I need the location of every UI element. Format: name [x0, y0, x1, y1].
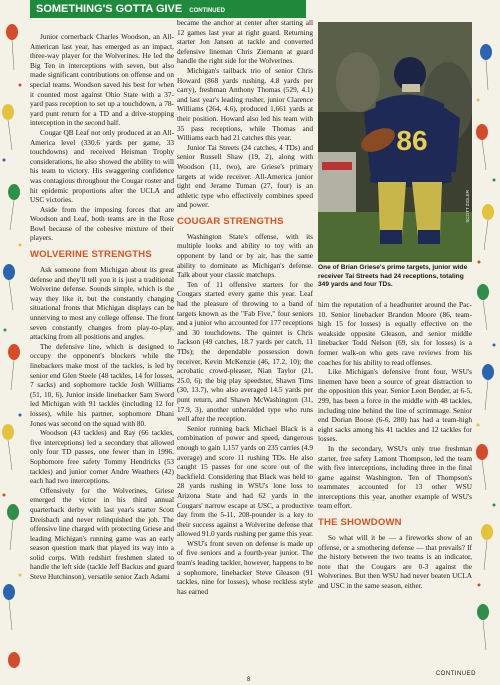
paragraph: Ten of 11 offensive starters for the Cougars started every game this year. Leaf had the pleasure of throwing to a band of targets known as the "Fab Five," four seniors and a junior who accounted for 177 receptions and 30 touchdowns. The quintet is Chris Jackson (49 catches, 18.7 yards per catch, 11 TDs); the dependable possession down receiver, Kevin McKenzie (46, 17.2, 10); the acrobatic crowd-pleaser, Nian Taylor (21, 25.0, 6); the big play speedster, Shawn Tims (30, 13.7), who also averaged 14.5 yards per punt return, and Shawn McWashington (31, 17.9, 3), another unheralded type who runs well after the reception. [177, 279, 313, 424]
section-heading-cougar-strengths: COUGAR STRENGTHS [177, 215, 284, 227]
continued-label: CONTINUED [435, 671, 476, 677]
paragraph: Cougar QB Leaf not only produced at an All-America level (330.6 yards per game, 33 touchdowns) and received Heisman Trophy considerations, he also showed the ability to will his team to victory. His swaggering confidence was contagious throughout the Cougar roster and hit epidemic proportions after the UCLA and USC victories. [30, 127, 174, 205]
paragraph: Woodson (43 tackles) and Ray (66 tackles, five interceptions) led a secondary that allowed only four TD passes, one fewer than in 1996. Sophomore free safety Tommy Hendricks (53 tackles) and junior corner Andre Weathers (42) each had two interceptions. [30, 428, 174, 486]
page-number: 8 [247, 677, 251, 683]
section-heading-the-showdown: THE SHOWDOWN [318, 517, 402, 529]
column-1 [30, 32, 174, 672]
paragraph: Ask someone from Michigan about its great defense and they'll tell you it is just a traditional Wolverine defense. Sounds simple, which is the way they like it, but the constantly changing situational fronts that Michigan displays can be unnerving to most any college offense. The front seven constantly changes from play-to-play, attacking from all positions and angles. [30, 265, 174, 342]
paragraph: Like Michigan's defensive front four, WSU's linemen have been a source of great distraction to the opposition this year. Senior Leon Bender, at 6-5, 299, has been a force in the middle with 48 tackles, including nine behind the line of scrimmage. Senior end Dorian Boose (6-6, 280) has had a team-high eight sacks among his 41 tackles and 12 tackles for losses. [318, 367, 472, 444]
photo-illustration [318, 22, 472, 262]
paragraph: WSU's front seven on defense is made up of five seniors and a fourth-year junior. The team's leading tackler, however, happens to be a sophomore, linebacker Steve Gleason (91 tackles, nine for losses), whose reckless style has earned [177, 538, 313, 596]
header-title: SOMETHING'S GOTTA GIVE [36, 3, 183, 15]
paragraph: Junior cornerback Charles Woodson, an All-American last year, has emerged as an impact, three-way player for the Wolverines. He led the Big Ten in interceptions with seven, but also made significant contributions on offense and on special teams. Woodson saved his best for when it counted most against Ohio State with a 37-yard pass reception to set up a touchdown, a 78-yard punt return for a TD and a drive-stopping interception in the second half. [30, 32, 174, 128]
header-continued: CONTINUED [189, 8, 225, 14]
paragraph: The defensive line, which is designed to occupy the opponent's blockers while the linebackers make most of the tackles, is led by senior end Glen Steele (48 tackles, 14 for losses, 7 sacks) and sophomore tackle Josh Williams (51, 10, 6). Junior inside linebacker Sam Sword led Michigan with 91 tackles (including 12 for losses), while his partner, sophomore Dhani Jones was second on the squad with 80. [30, 341, 174, 428]
section-heading-wolverine-strengths: WOLVERINE STRENGTHS [30, 249, 152, 261]
paragraph: Junior Tai Streets (24 catches, 4 TDs) and senior Russell Shaw (19, 2), along with Woodson (11, two), are Griese's primary targets at wide receiver. All-America junior tight end Jerame Tuman (27, four) is an athletic type who effectively combines speed and power. [177, 142, 313, 210]
jersey-number: 86 [396, 125, 428, 156]
balloon-border-right [474, 0, 500, 685]
paragraph: Senior running back Michael Black is a combination of power and speed, dangerous enough to gain 1,157 yards on 235 carries (4.9 average) and score 11 rushing TDs. He also caught 15 passes for one score out of the backfield. Considering that Black was held to 28 yards rushing in WSU's lone loss to Arizona State and had 62 yards in the Cougars' narrow escape at USC, a productive day from the 5-11, 208-pounder is a key to their success against a Wolverine defense that allowed 91.0 yards rushing per game this year. [177, 423, 313, 539]
paragraph: became the anchor at center after starting all 12 games last year at right guard. Returning starter Jon Jansen at tackle and converted defensive lineman Chris Ziemann at guard handle the right side for the Wolverines. [177, 18, 313, 66]
article-header [30, 0, 306, 18]
photo-caption: One of Brian Griese's prime targets, junior wide receiver Tai Streets had 24 receptions, totaling 349 yards and four TDs. [318, 264, 468, 289]
paragraph: Aside from the imposing forces that are Woodson and Leaf, both teams are in the Rose Bowl because of the cohesive mixture of their players. [30, 204, 174, 243]
paragraph: him the reputation of a headhunter around the Pac-10. Senior linebacker Brandon Moore (86, team-high 15 for losses) is equally effective on the weakside opposite Gleason, and senior middle linebacker Todd Nelson (69, six for losses) is a former walk-on who gets rave reviews from his coaches for his ability to read offenses. [318, 300, 472, 367]
balloon-border-left [0, 0, 26, 685]
column-2 [177, 18, 313, 658]
photo-credit: SCOTT ZIGLER [465, 190, 470, 223]
paragraph: Michigan's tailback trio of senior Chris Howard (868 yards rushing, 4.8 yards per carry), freshman Anthony Thomas (529, 4.1) and last year's leading rusher, junior Clarence Williams (264, 4.6), produced 1,661 yards at their position. Howard also led his team with 35 pass receptions, while Thomas and Williams each had 21 catches this year. [177, 65, 313, 143]
paragraph: In the secondary, WSU's only true freshman starter, free safety Lamont Thompson, led the team with five interceptions, including three in the final game against Washington. Ten of Thompson's teammates accounted for 13 other WSU interceptions this year, another example of WSU's team effort. [318, 443, 472, 511]
paragraph: So what will it be — a fireworks show of an offense, or a smothering defense — that prevails? If the history between the two teams is an indicator, note that the Cougars are 0-3 against the Wolverines. But then WSU had never beaten UCLA and USC in the same season, either. [318, 533, 472, 591]
football-photo [318, 22, 472, 262]
paragraph: Offensively for the Wolverines, Griese emerged the victor in his third annual quarterback derby with last year's starter Scott Dreisbach and never relinquished the job. The offensive line charged with protecting Griese and leading Michigan's running game was an early season question mark that played its way into a solid corps. With redshirt freshmen slated to handle the left side (tackle Jeff Backus and guard Steve Hutchinson), versatile senior Zach Adami [30, 485, 174, 582]
column-3 [318, 300, 472, 660]
paragraph: Washington State's offense, with its multiple looks and ability to toy with an opponent by land or by air, has the same ability to dominate as Michigan's defense. Talk about your classic matchups. [177, 231, 313, 280]
